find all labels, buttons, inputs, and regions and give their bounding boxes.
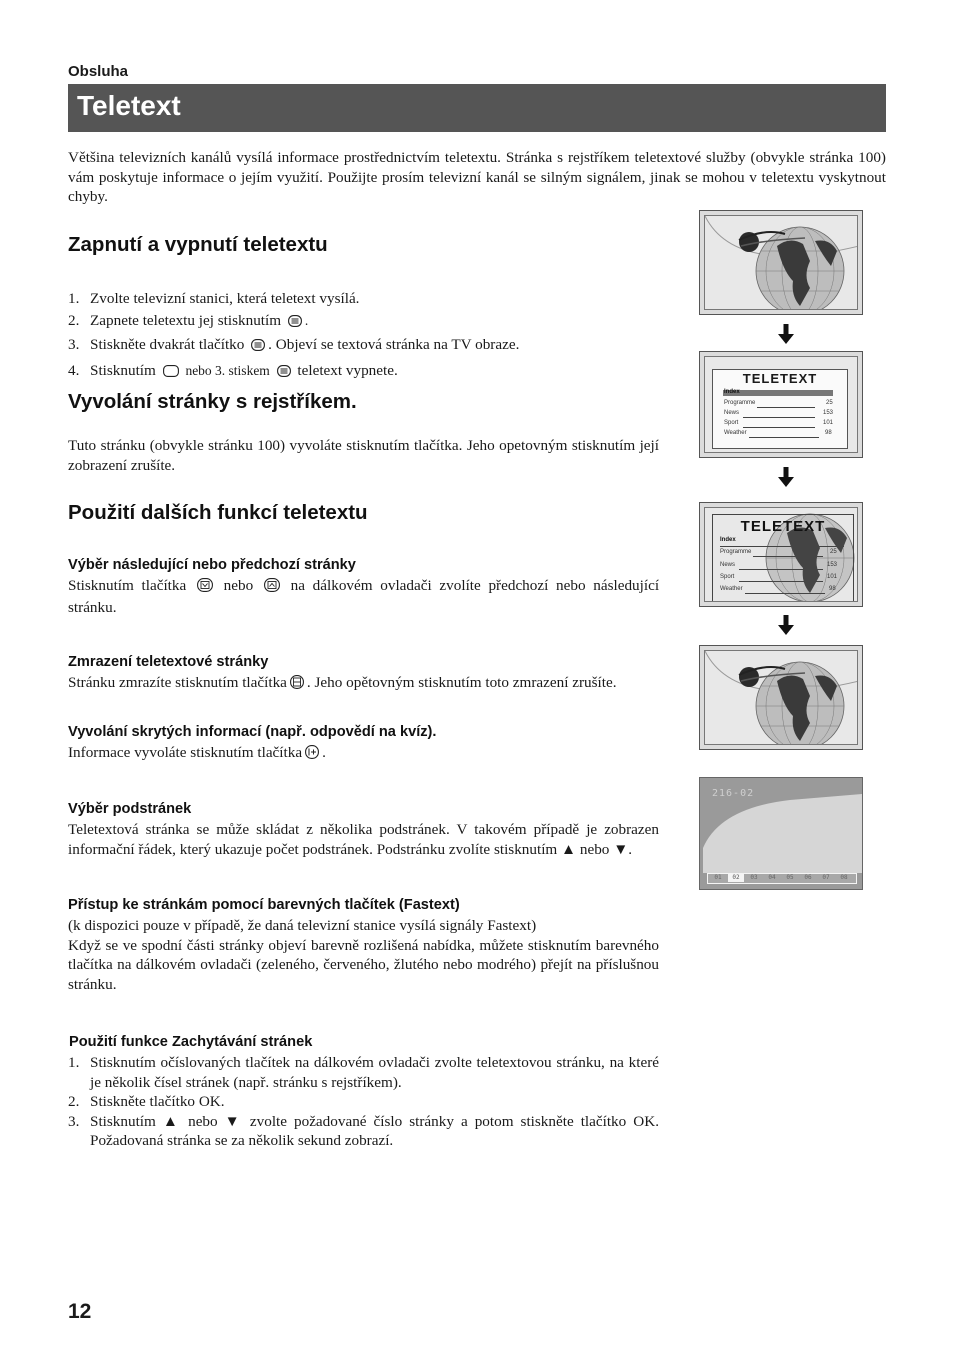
- heading-more-functions: Použití dalších funkcí teletextu: [68, 501, 368, 524]
- text-part: nebo: [223, 577, 254, 594]
- step-text: Zvolte televizní stanici, která teletext vysílá.: [90, 290, 360, 307]
- step-text: teletext vypnete.: [297, 362, 398, 379]
- heading-fastext: Přístup ke stránkám pomocí barevných tlačítek (Fastext): [68, 897, 460, 913]
- step-text: Zapnete teletextu jej stisknutím: [90, 312, 282, 329]
- teletext-index-label: Index: [720, 537, 736, 543]
- list-item: [68, 1053, 659, 1092]
- text-part: na dálkovém ovladači zvolíte předchozí nebo následující stránku.: [68, 577, 660, 616]
- tv-screen-subpages: [699, 777, 863, 890]
- step-number: 2.: [68, 1093, 80, 1110]
- teletext-row-page: 98: [825, 430, 832, 436]
- list-item: [68, 310, 659, 334]
- heading-subpages: Výběr podstránek: [68, 801, 192, 817]
- page-title: Teletext: [77, 90, 181, 121]
- heading-hidden: Vyvolání skrytých informací (např. odpovědí na kvíz).: [68, 724, 437, 740]
- screen-area: [704, 507, 858, 602]
- step-text: Stiskněte dvakrát tlačítko: [90, 336, 245, 353]
- hold-icon: [290, 675, 304, 695]
- subpage-item[interactable]: 04: [768, 874, 776, 881]
- text-part: Informace vyvoláte stisknutím tlačítka: [68, 744, 303, 761]
- teletext-row-label: Weather: [720, 586, 743, 592]
- text-part: Stisknutím tlačítka: [68, 577, 187, 594]
- step-text: .: [304, 313, 309, 328]
- page-down-icon: [197, 578, 213, 598]
- step-number: 3.: [68, 336, 80, 353]
- list-item: [68, 334, 659, 358]
- teletext-row-label: Weather: [724, 430, 747, 436]
- heading-next-prev: Výběr následující nebo předchozí stránky: [68, 557, 356, 573]
- arrow-down-icon: [778, 324, 794, 349]
- teletext-row-label: Programme: [724, 400, 756, 406]
- section-label: Obsluha: [68, 63, 129, 80]
- step-number: 4.: [68, 362, 80, 379]
- teletext-row-page: 25: [826, 400, 833, 406]
- heading-freeze: Zmrazení teletextové stránky: [68, 654, 269, 670]
- step-number: 1.: [68, 1054, 80, 1071]
- subpage-item-selected[interactable]: 02: [728, 874, 744, 882]
- arrow-down-icon: [778, 467, 794, 492]
- fastext-text: Když se ve spodní části stránky objeví barevně rozlišená nabídka, můžete stisknutím barevného tlačítka na dálkovém ovladači (zeleného, červeného, žlutého nebo modrého) přejít na příslušnou stránku.: [68, 936, 659, 993]
- subpage-item[interactable]: 01: [714, 874, 722, 881]
- teletext-row-label: News: [724, 410, 740, 416]
- heading-on-off: Zapnutí a vypnutí teletextu: [68, 233, 328, 256]
- teletext-row-label: News: [720, 562, 736, 568]
- teletext-row-page: 101: [823, 420, 834, 426]
- screen-area: [704, 650, 858, 745]
- heading-capture: Použití funkce Zachytávání stránek: [69, 1034, 313, 1050]
- step-text: Stisknutím ▲ nebo ▼ zvolte požadované číslo stránky a potom stiskněte tlačítko OK. Požadovaná stránka se za několik sekund zobrazí.: [90, 1112, 659, 1149]
- tv-button-icon: [163, 362, 179, 384]
- teletext-button-icon: [277, 362, 291, 384]
- teletext-button-icon: [251, 336, 265, 358]
- fastext-note: (k dispozici pouze v případě, že daná televizní stanice vysílá signály Fastext): [68, 917, 537, 934]
- step-text: Stisknutím očíslovaných tlačítek na dálkovém ovladači zvolte teletextovou stránku, na které je několik čísel stránek (např. stránku s rejstříkem).: [90, 1054, 659, 1091]
- step-text: . Objeví se textová stránka na TV obraze.: [268, 336, 520, 353]
- globe-illustration: [705, 216, 858, 310]
- list-item: [68, 360, 659, 384]
- list-item: [68, 288, 659, 310]
- list-item: [68, 1112, 659, 1151]
- subpage-page-code: 216-02: [712, 788, 755, 799]
- hidden-text: [68, 743, 659, 765]
- tv-screen-image: [699, 210, 863, 315]
- heading-index: Vyvolání stránky s rejstříkem.: [68, 390, 357, 413]
- capture-steps: [68, 1053, 659, 1151]
- teletext-index-label: Index: [724, 389, 740, 395]
- subpages-text: Teletextová stránka se může skládat z několika podstránek. V takovém případě je zobrazen informační řádek, který ukazuje počet podstránek. Podstránku zvolíte stisknutím ▲ nebo ▼.: [68, 821, 659, 858]
- teletext-row-page: 98: [829, 586, 836, 592]
- teletext-row-label: Sport: [720, 574, 735, 580]
- teletext-button-icon: [288, 312, 302, 334]
- next-prev-text: [68, 576, 659, 617]
- text-part: Stránku zmrazíte stisknutím tlačítka: [68, 674, 287, 691]
- arrow-down-icon: [778, 615, 794, 640]
- step-number: 1.: [68, 290, 80, 307]
- title-bar: [68, 84, 886, 132]
- teletext-row-page: 153: [823, 410, 834, 416]
- page-number: 12: [68, 1300, 92, 1323]
- teletext-title: TELETEXT: [742, 371, 818, 386]
- tv-screen-mix: [699, 502, 863, 607]
- subpage-bar: [707, 873, 857, 884]
- teletext-row-page: 101: [827, 574, 838, 580]
- list-item: [68, 1092, 659, 1112]
- subpage-item[interactable]: 06: [804, 874, 812, 881]
- subpage-item[interactable]: 05: [786, 874, 794, 881]
- teletext-panel: [712, 514, 854, 602]
- tv-screen-teletext: [699, 351, 863, 458]
- teletext-row-page: 153: [827, 562, 838, 568]
- tv-screen-image: [699, 645, 863, 750]
- index-text: Tuto stránku (obvykle stránku 100) vyvoláte stisknutím tlačítka. Jeho opetovným stisknutím její zobrazení zrušíte.: [68, 437, 659, 474]
- intro-paragraph: Většina televizních kanálů vysílá informace prostřednictvím teletextu. Stránka s rejstříkem teletextové služby (obvykle stránka 100) vám poskytuje informace o jejím využití. Použijte prosím televizní kanál se silným signálem, jinak se mohou v teletextu vyskytnout chyby.: [68, 149, 886, 205]
- text-part: .: [322, 744, 326, 761]
- on-off-steps: [68, 288, 659, 384]
- text-part: . Jeho opětovným stisknutím toto zmrazení zrušíte.: [306, 674, 617, 691]
- teletext-row-page: 25: [830, 549, 837, 555]
- step-text: nebo 3. stiskem: [185, 363, 270, 378]
- page-up-icon: [264, 578, 280, 598]
- step-number: 3.: [68, 1112, 80, 1130]
- teletext-panel: [712, 369, 848, 449]
- step-number: 2.: [68, 312, 80, 329]
- teletext-title: TELETEXT: [740, 518, 826, 535]
- globe-illustration: [705, 651, 858, 745]
- step-text: Stiskněte tlačítko OK.: [90, 1093, 225, 1110]
- teletext-row-label: Programme: [720, 549, 752, 555]
- screen-area: [704, 356, 858, 453]
- freeze-text: [68, 673, 659, 695]
- subpage-item[interactable]: 03: [750, 874, 758, 881]
- subpage-item[interactable]: 08: [840, 874, 848, 881]
- screen-area: [704, 215, 858, 310]
- teletext-row-label: Sport: [724, 420, 739, 426]
- step-text: Stisknutím: [90, 362, 156, 379]
- subpage-item[interactable]: 07: [822, 874, 830, 881]
- reveal-icon: [305, 745, 319, 765]
